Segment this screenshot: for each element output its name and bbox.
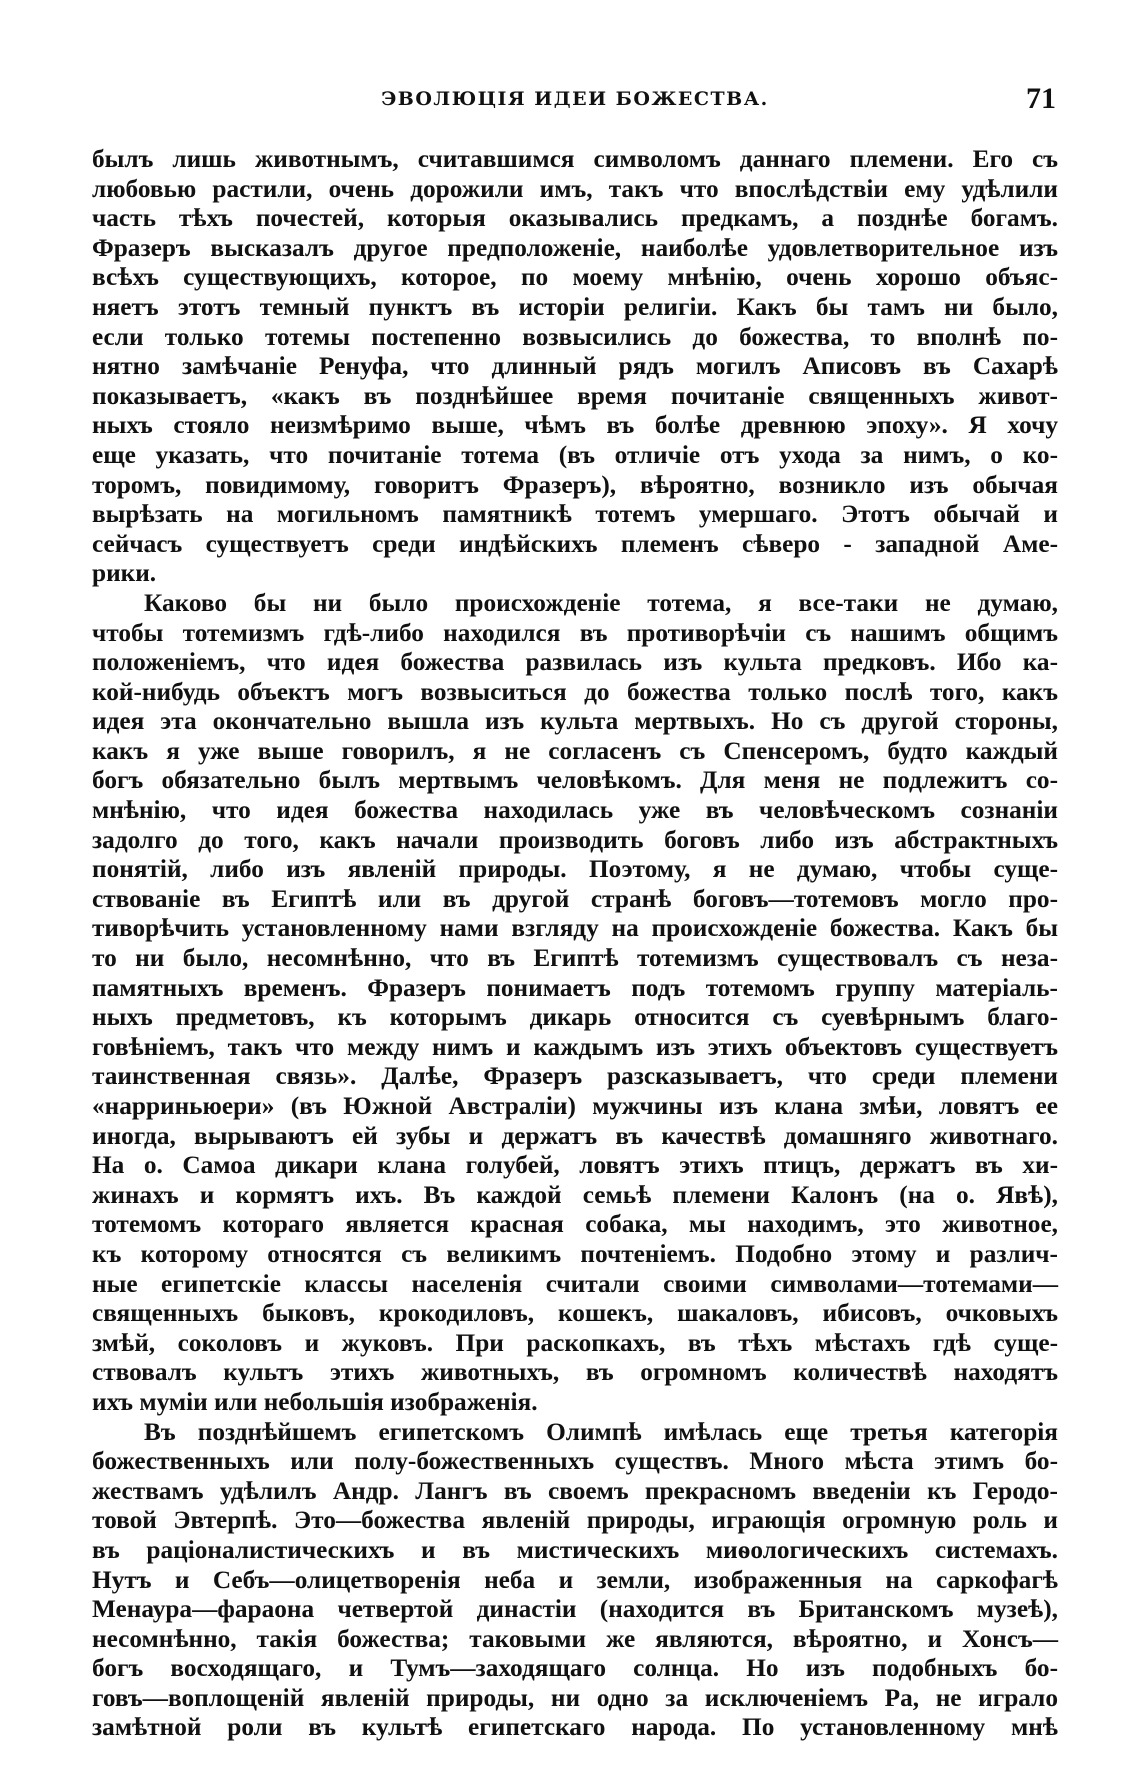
text-line: кой-нибудь объектъ могъ возвыситься до божества только послѣ того, какъ	[92, 677, 1058, 706]
text-line: Въ позднѣйшемъ египетскомъ Олимпѣ имѣлась еще третья категорія	[144, 1417, 1058, 1446]
text-line: рики.	[92, 559, 157, 588]
text-line: любовью растили, очень дорожили имъ, такъ что впослѣдствіи ему удѣлили	[92, 174, 1058, 203]
text-line: еще указать, что почитаніе тотема (въ отличіе отъ ухода за нимъ, о ко-	[92, 440, 1058, 469]
text-line: змѣй, соколовъ и жуковъ. При раскопкахъ, въ тѣхъ мѣстахъ гдѣ суще-	[92, 1328, 1058, 1357]
text-line: задолго до того, какъ начали производить боговъ либо изъ абстрактныхъ	[92, 825, 1058, 854]
text-line: товой Эвтерпѣ. Это—божества явленій природы, играющія огромную роль и	[92, 1506, 1058, 1535]
text-line: ихъ муміи или небольшія изображенія.	[92, 1387, 538, 1416]
text-line: положеніемъ, что идея божества развилась изъ культа предковъ. Ибо ка-	[92, 648, 1058, 677]
text-line: часть тѣхъ почестей, которыя оказывались предкамъ, а позднѣе богамъ.	[92, 204, 1058, 233]
text-line: былъ лишь животнымъ, считавшимся символомъ даннаго племени. Его съ	[92, 145, 1058, 173]
text-line: тотемомъ котораго является красная собака, мы находимъ, это животное,	[92, 1210, 1058, 1239]
text-line: чтобы тотемизмъ гдѣ-либо находился въ противорѣчіи съ нашимъ общимъ	[92, 618, 1058, 647]
text-line: «нарриньюери» (въ Южной Австраліи) мужчины изъ клана змѣи, ловятъ ее	[92, 1092, 1058, 1120]
text-line: торомъ, повидимому, говоритъ Фразеръ), вѣроятно, возникло изъ обычая	[92, 470, 1058, 499]
text-line: няетъ этотъ темный пунктъ въ исторіи религіи. Какъ бы тамъ ни было,	[92, 292, 1058, 321]
text-line: несомнѣнно, такія божества; таковыми же являются, вѣроятно, и Хонсъ—	[92, 1624, 1058, 1653]
text-line: то ни было, несомнѣнно, что въ Египтѣ тотемизмъ существовалъ съ неза-	[92, 944, 1058, 973]
text-line: показываетъ, «какъ въ позднѣйшее время почитаніе священныхъ живот-	[92, 381, 1058, 410]
text-line: мнѣнію, что идея божества находилась уже въ человѣческомъ сознаніи	[92, 796, 1058, 825]
text-line: если только тотемы постепенно возвысились до божества, то вполнѣ по-	[92, 322, 1058, 351]
text-line: какъ я уже выше говорилъ, я не согласенъ съ Спенсеромъ, будто каждый	[92, 736, 1058, 765]
text-line: жинахъ и кормятъ ихъ. Въ каждой семьѣ племени Калонъ (на о. Явѣ),	[92, 1180, 1058, 1209]
text-line: тиворѣчить установленному нами взгляду на происхожденіе божества. Какъ бы	[92, 914, 1058, 943]
text-line: Каково бы ни было происхожденіе тотема, я все-таки не думаю,	[144, 588, 1058, 617]
text-line: жествамъ удѣлилъ Андр. Лангъ въ своемъ прекрасномъ введеніи къ Геродо-	[92, 1476, 1058, 1505]
page-number: 71	[1026, 82, 1056, 115]
text-line: таинственная связь». Далѣе, Фразеръ разсказываетъ, что среди племени	[92, 1062, 1058, 1091]
text-line: вырѣзать на могильномъ памятникѣ тотемъ умершаго. Этотъ обычай и	[92, 500, 1058, 529]
text-line: Нутъ и Себъ—олицетворенія неба и земли, изображенныя на саркофагѣ	[92, 1565, 1058, 1594]
text-line: ныхъ стояло неизмѣримо выше, чѣмъ въ болѣе древнюю эпоху». Я хочу	[92, 411, 1058, 440]
body-text	[92, 145, 1058, 1743]
text-line: говѣніемъ, такъ что между нимъ и каждымъ изъ этихъ объектовъ существуетъ	[92, 1032, 1058, 1061]
text-line: На о. Самоа дикари клана голубей, ловятъ этихъ птицъ, держатъ въ хи-	[92, 1151, 1058, 1180]
text-line: священныхъ быковъ, крокодиловъ, кошекъ, шакаловъ, ибисовъ, очковыхъ	[92, 1299, 1058, 1328]
running-title: ЭВОЛЮЦІЯ ИДЕИ БОЖЕСТВА.	[381, 88, 769, 110]
text-line: Менаура—фараона четвертой династіи (находится въ Британскомъ музеѣ),	[92, 1595, 1058, 1624]
text-line: иногда, вырываютъ ей зубы и держатъ въ качествѣ домашняго животнаго.	[92, 1121, 1058, 1150]
text-line: божественныхъ или полу-божественныхъ существъ. Много мѣста этимъ бо-	[92, 1447, 1058, 1476]
text-line: Фразеръ высказалъ другое предположеніе, наиболѣе удовлетворительное изъ	[92, 233, 1058, 262]
running-header	[92, 82, 1058, 122]
text-line: памятныхъ временъ. Фразеръ понимаетъ подъ тотемомъ группу матеріаль-	[92, 973, 1058, 1002]
text-line: ныхъ предметовъ, къ которымъ дикарь относится съ суевѣрнымъ благо-	[92, 1003, 1058, 1032]
text-line: понятій, либо изъ явленій природы. Поэтому, я не думаю, чтобы суще-	[92, 855, 1058, 884]
text-line: сейчасъ существуетъ среди индѣйскихъ племенъ сѣверо - западной Аме-	[92, 529, 1058, 558]
text-line: богъ обязательно былъ мертвымъ человѣкомъ. Для меня не подлежитъ со-	[92, 766, 1058, 795]
text-line: ствованіе въ Египтѣ или въ другой странѣ боговъ—тотемовъ могло про-	[92, 884, 1058, 913]
text-line: къ которому относятся съ великимъ почтеніемъ. Подобно этому и различ-	[92, 1239, 1058, 1268]
text-line: въ раціоналистическихъ и въ мистическихъ миѳологическихъ системахъ.	[92, 1535, 1058, 1564]
text-line: богъ восходящаго, и Тумъ—заходящаго солнца. Но изъ подобныхъ бо-	[92, 1654, 1058, 1683]
text-line: идея эта окончательно вышла изъ культа мертвыхъ. Но съ другой стороны,	[92, 707, 1058, 736]
text-line: говъ—воплощеній явленій природы, ни одно за исключеніемъ Ра, не играло	[92, 1683, 1058, 1712]
text-line: ные египетскіе классы населенія считали своими символами—тотемами—	[92, 1269, 1058, 1298]
text-line: нятно замѣчаніе Ренуфа, что длинный рядъ могилъ Аписовъ въ Сахарѣ	[92, 352, 1058, 381]
text-line: замѣтной роли въ культѣ египетскаго народа. По установленному мнѣ	[92, 1713, 1058, 1742]
text-line: ствовалъ культъ этихъ животныхъ, въ огромномъ количествѣ находятъ	[92, 1358, 1058, 1387]
text-line: всѣхъ существующихъ, которое, по моему мнѣнію, очень хорошо объяс-	[92, 263, 1058, 292]
